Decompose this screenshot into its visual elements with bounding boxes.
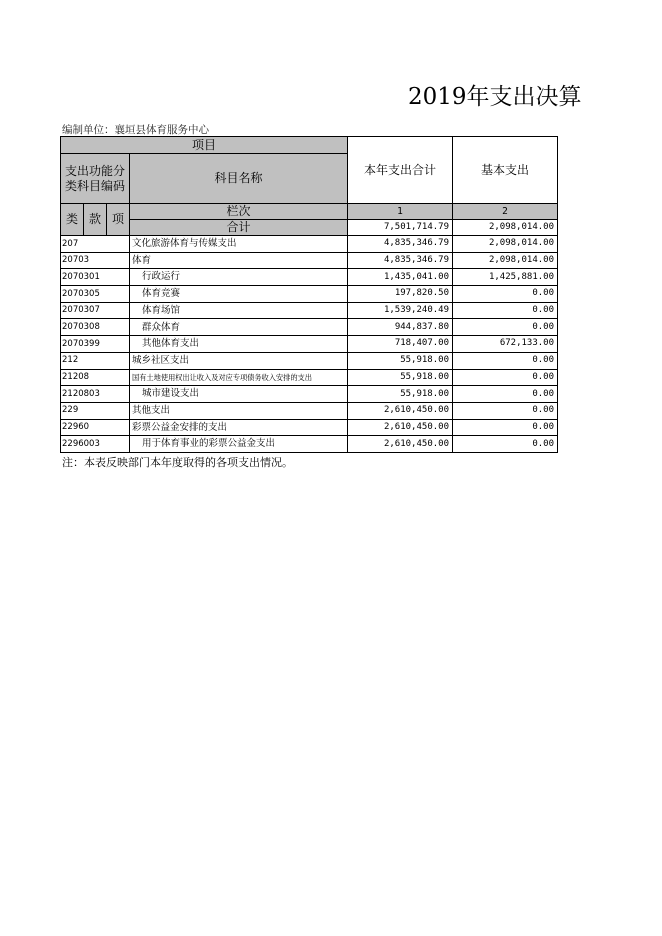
header-total-expenditure: 本年支出合计 (348, 137, 453, 204)
row-name: 体育 (130, 252, 348, 269)
table-row (61, 302, 558, 319)
row-basic: 0.00 (453, 319, 558, 336)
row-total: 2,610,450.00 (348, 402, 453, 419)
table-row (61, 386, 558, 403)
row-name: 其他支出 (130, 402, 348, 419)
compiling-unit: 编制单位：襄垣县体育服务中心 (62, 124, 209, 136)
row-total: 2,610,450.00 (348, 419, 453, 436)
table-row (61, 419, 558, 436)
row-total: 1,539,240.49 (348, 302, 453, 319)
row-name: 体育竞赛 (130, 286, 348, 303)
table-row (61, 336, 558, 353)
header-subject-name: 科目名称 (130, 154, 348, 204)
row-code: 20703 (61, 252, 130, 269)
row-total: 1,435,041.00 (348, 269, 453, 286)
row-total: 718,407.00 (348, 336, 453, 353)
report-title: 2019年支出决算 (408, 84, 582, 110)
row-code: 2070301 (61, 269, 130, 286)
row-code: 2070307 (61, 302, 130, 319)
header-lanci: 栏次 (130, 204, 348, 220)
table-row (61, 369, 558, 386)
row-code: 2070308 (61, 319, 130, 336)
row-code: 2070399 (61, 336, 130, 353)
report-title-area (0, 78, 662, 118)
header-col2-number: 2 (453, 204, 558, 220)
row-name: 用于体育事业的彩票公益金支出 (130, 436, 348, 453)
row-total: 197,820.50 (348, 286, 453, 303)
expenditure-table (60, 136, 558, 453)
row-basic: 0.00 (453, 352, 558, 369)
header-function-code: 支出功能分类科目编码 (61, 154, 130, 204)
row-total: 2,610,450.00 (348, 436, 453, 453)
row-basic: 0.00 (453, 386, 558, 403)
row-basic: 0.00 (453, 286, 558, 303)
table-row (61, 319, 558, 336)
row-total: 4,835,346.79 (348, 236, 453, 253)
row-total: 55,918.00 (348, 369, 453, 386)
table-row (61, 236, 558, 253)
table-footnote: 注：本表反映部门本年度取得的各项支出情况。 (62, 456, 293, 469)
row-total: 55,918.00 (348, 352, 453, 369)
row-basic: 1,425,881.00 (453, 269, 558, 286)
table-row (61, 269, 558, 286)
row-name: 行政运行 (130, 269, 348, 286)
row-code: 2296003 (61, 436, 130, 453)
row-basic: 0.00 (453, 369, 558, 386)
row-name: 群众体育 (130, 319, 348, 336)
row-basic: 2,098,014.00 (453, 236, 558, 253)
row-basic: 672,133.00 (453, 336, 558, 353)
row-code: 21208 (61, 369, 130, 386)
total-basic-amount: 2,098,014.00 (453, 220, 558, 236)
row-name: 城乡社区支出 (130, 352, 348, 369)
header-heji: 合计 (130, 220, 348, 236)
header-kuan: 款 (84, 204, 107, 236)
row-total: 944,837.80 (348, 319, 453, 336)
row-basic: 0.00 (453, 436, 558, 453)
row-code: 2070305 (61, 286, 130, 303)
row-code: 207 (61, 236, 130, 253)
row-code: 229 (61, 402, 130, 419)
header-project: 项目 (61, 137, 348, 154)
row-code: 2120803 (61, 386, 130, 403)
row-basic: 2,098,014.00 (453, 252, 558, 269)
header-lei: 类 (61, 204, 84, 236)
header-basic-expenditure: 基本支出 (453, 137, 558, 204)
table-row (61, 402, 558, 419)
row-name: 文化旅游体育与传媒支出 (130, 236, 348, 253)
total-amount: 7,501,714.79 (348, 220, 453, 236)
table-row (61, 436, 558, 453)
row-total: 4,835,346.79 (348, 252, 453, 269)
table-row (61, 352, 558, 369)
row-code: 22960 (61, 419, 130, 436)
row-name: 彩票公益金安排的支出 (130, 419, 348, 436)
row-basic: 0.00 (453, 419, 558, 436)
header-xiang: 项 (107, 204, 130, 236)
row-name: 其他体育支出 (130, 336, 348, 353)
row-name: 城市建设支出 (130, 386, 348, 403)
table-row (61, 252, 558, 269)
row-basic: 0.00 (453, 402, 558, 419)
header-col1-number: 1 (348, 204, 453, 220)
row-basic: 0.00 (453, 302, 558, 319)
row-total: 55,918.00 (348, 386, 453, 403)
row-name: 国有土地使用权出让收入及对应专项债务收入安排的支出 (130, 369, 348, 386)
row-name: 体育场馆 (130, 302, 348, 319)
row-code: 212 (61, 352, 130, 369)
table-row (61, 286, 558, 303)
